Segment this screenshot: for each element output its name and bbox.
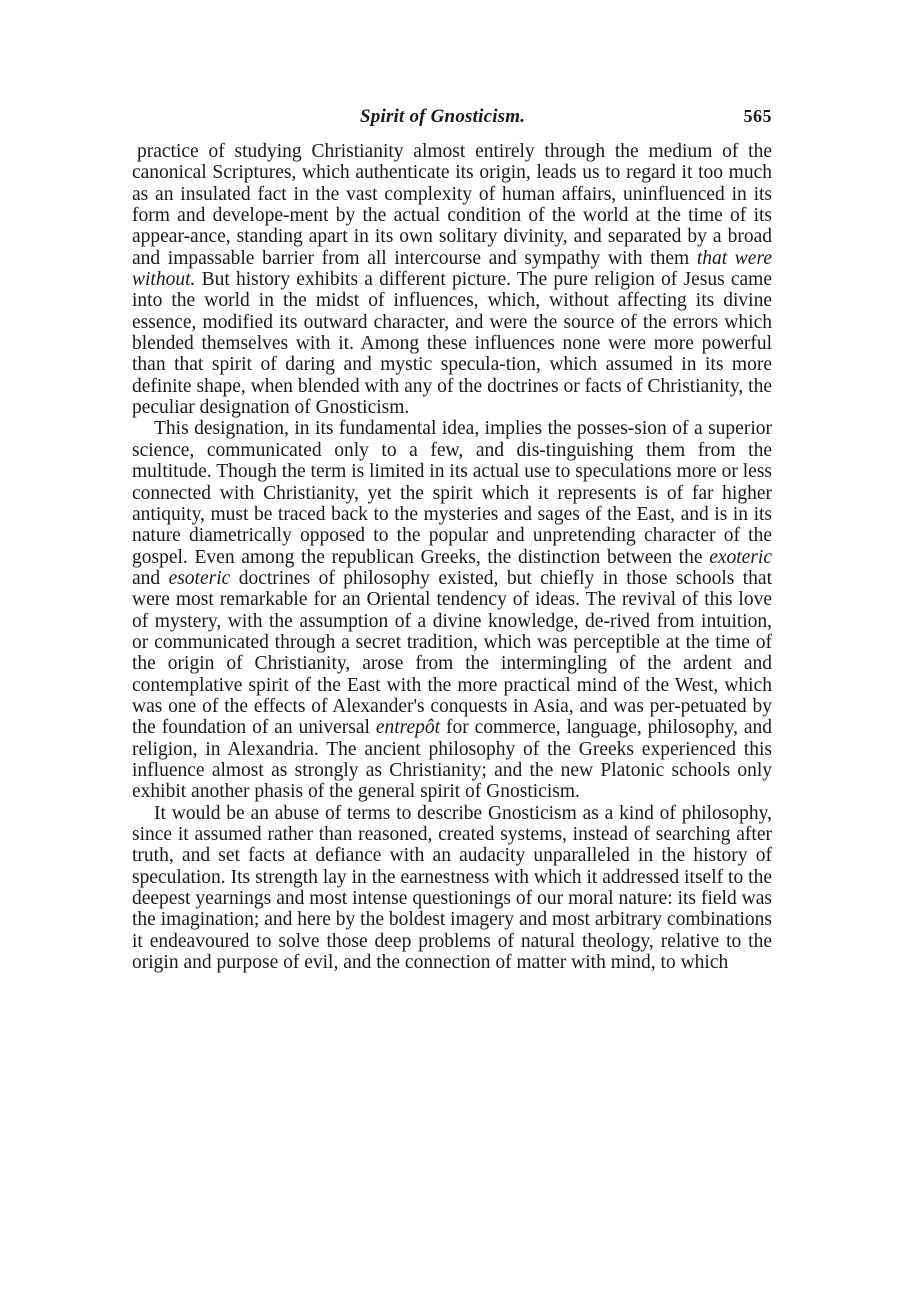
paragraph-3 [132, 803, 772, 974]
paragraph-2-italic-1: exoteric [709, 546, 772, 568]
paragraph-1 [132, 141, 772, 418]
page-number: 565 [743, 106, 772, 126]
body-text [132, 141, 772, 973]
running-title: Spirit of Gnosticism. [360, 106, 526, 127]
paragraph-2-italic-2: esoteric [168, 567, 231, 589]
paragraph-2 [132, 418, 772, 802]
paragraph-2-italic-3: entrepôt [375, 717, 441, 739]
paragraph-1-text-2: But history exhibits a different picture. The pure religion of Jesus came into the world in the midst of influences, which, without affecting its divine essence, modified its outward character, and were the source of the errors which blended themselves with it. Among these influences none were more powerful than that spirit of daring and mystic specula-tion, which assumed in its more definite shape, when blended with any of the doctrines or facts of Christianity, the peculiar designation of Gnosticism. [132, 269, 772, 419]
paragraph-3-text-1: It would be an abuse of terms to describe Gnosticism as a kind of philosophy, since it assumed rather than reasoned, created systems, instead of searching after truth, and set facts at defiance with an audacity unparalleled in the history of speculation. Its strength lay in the earnestness with which it addressed itself to the deepest yearnings and most intense questionings of our moral nature: its field was the imagination; and here by the boldest imagery and most arbitrary combinations it endeavoured to solve those deep problems of natural theology, relative to the origin and purpose of evil, and the connection of matter with mind, to which [132, 802, 772, 974]
paragraph-1-italic-1: that were without. [132, 247, 772, 291]
paragraph-2-text-1: This designation, in its fundamental idea, implies the posses-sion of a superior science, communicated only to a few, and dis-tinguishing them from the multitude. Though the term is limited in its actual use to speculations more or less connected with Christianity, yet the spirit which it represents is of far higher antiquity, must be traced back to the mysteries and sages of the East, and is in its nature diametrically opposed to the popular and unpretending character of the gospel. Even among the republican Greeks, the distinction between the [132, 418, 772, 568]
running-head [132, 106, 772, 136]
paragraph-2-text-4: for commerce, language, philosophy, and religion, in Alexandria. The ancient philosophy of the Greeks experienced this influence almost as strongly as Christianity; and the new Platonic schools only exhibit another phasis of the general spirit of Gnosticism. [132, 717, 772, 803]
paragraph-2-text-2: and [132, 567, 169, 589]
paragraph-2-text-3: doctrines of philosophy existed, but chiefly in those schools that were most remarkable for an Oriental tendency of ideas. The revival of this love of mystery, with the assumption of a divine knowledge, de-rived from intuition, or communicated through a secret tradition, which was perceptible at the time of the origin of Christianity, arose from the intermingling of the ardent and contemplative spirit of the East with the more practical mind of the West, which was one of the effects of Alexander's conquests in Asia, and was per-petuated by the foundation of an universal [132, 567, 772, 739]
paragraph-1-text-1: practice of studying Christianity almost entirely through the medium of the canonical Scriptures, which authenticate its origin, leads us to regard it too much as an insulated fact in the vast complexity of human affairs, uninfluenced in its form and develope-ment by the actual condition of the world at the time of its appear-ance, standing apart in its own solitary divinity, and separated by a broad and impassable barrier from all intercourse and sympathy with them [132, 141, 772, 269]
